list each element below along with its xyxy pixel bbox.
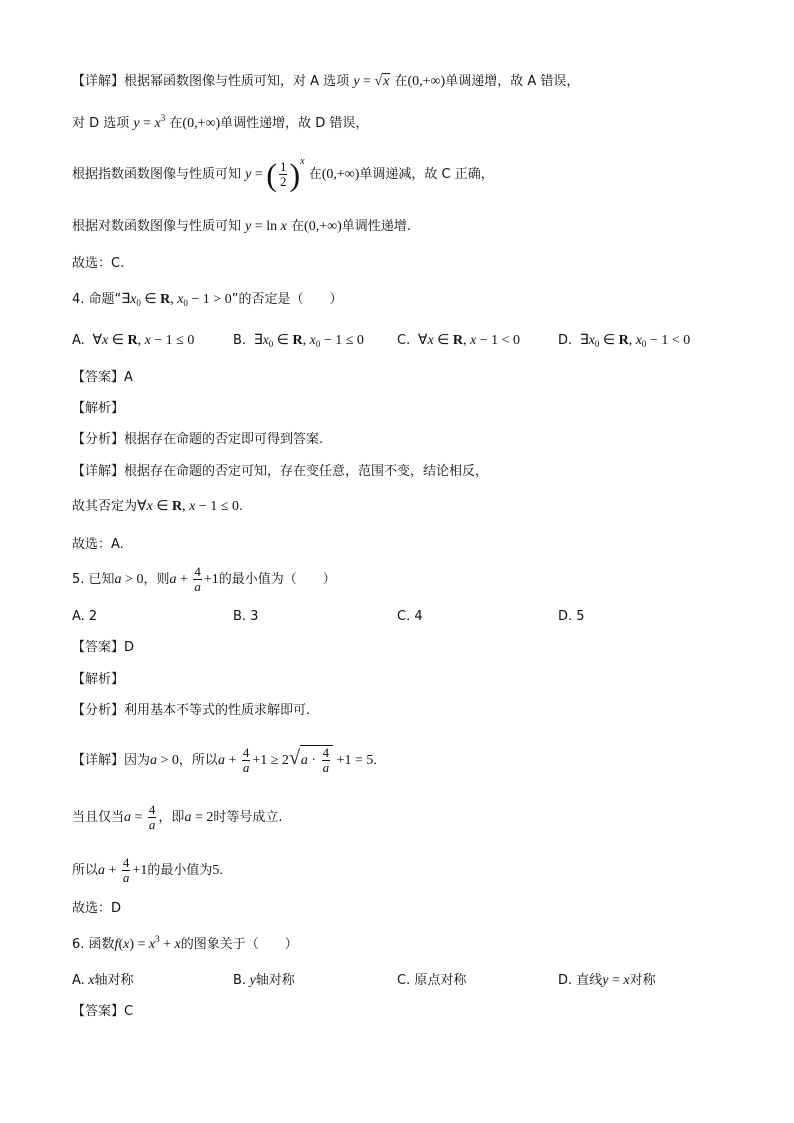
detail-line-1: 【详解】根据幂函数图像与性质可知，对 A 选项 y = √x 在(0,+∞)单调递增，故 A 错误， <box>72 74 580 89</box>
text: 的图象关于（ ） <box>180 937 298 952</box>
option-label: B. <box>233 333 247 348</box>
q5-minimum: 所以a + $\frac{4}{a}$ +1的最小值为5. <box>72 855 223 885</box>
q5-analysis-heading: 【解析】 <box>72 672 125 687</box>
q6-option-a: A. x轴对称 <box>72 973 134 988</box>
text: 在 <box>308 167 322 182</box>
question-6-stem: 6. 函数$f(x) = x^3 + x$的图象关于（ ） <box>72 934 298 952</box>
q4-option-a: A. ∀x ∈ R, x − 1 ≤ 0 <box>72 333 195 348</box>
text: 4. 命题“ <box>72 292 122 307</box>
text: ”的否定是（ ） <box>231 292 343 307</box>
q5-analysis: 【分析】利用基本不等式的性质求解即可. <box>72 703 311 718</box>
q5-answer: 【答案】D <box>72 640 135 655</box>
q4-analysis: 【分析】根据存在命题的否定即可得到答案. <box>72 432 324 447</box>
text: 对 D 选项 <box>72 116 130 131</box>
text: 轴对称 <box>255 973 295 988</box>
q5-option-b: B. 3 <box>233 609 259 624</box>
choice-line: 故选：C. <box>72 256 125 271</box>
text: 故其否定为 <box>72 499 138 514</box>
text: 5. 已知 <box>72 572 115 587</box>
option-label: B. <box>233 973 247 988</box>
q5-option-a: A. 2 <box>72 609 98 624</box>
option-label: D. <box>558 333 573 348</box>
q5-choice: 故选：D <box>72 901 122 916</box>
text: D. 直线 <box>558 973 603 988</box>
text: 的最小值为 <box>147 863 213 878</box>
q4-option-c: C. ∀x ∈ R, x − 1 < 0 <box>397 333 520 348</box>
text: 时等号成立. <box>213 810 283 825</box>
q6-option-b: B. y轴对称 <box>233 973 295 988</box>
detail-line-2: 对 D 选项 $y = x^3$ 在(0,+∞)单调性递增，故 D 错误， <box>72 113 369 131</box>
option-label: C. <box>397 333 411 348</box>
text: 根据对数函数图像与性质可知 <box>72 219 242 234</box>
text: ，则 <box>143 572 170 587</box>
q4-answer: 【答案】A <box>72 370 133 385</box>
text: 单调递增，故 A 错误， <box>445 74 580 89</box>
option-label: A. <box>72 333 85 348</box>
text: 在 <box>291 219 305 234</box>
detail-line-3: 根据指数函数图像与性质可知 y = ( $\frac{1}{2}$ )$^x$ 在(0,+∞)单调递减，故 C 正确， <box>72 156 494 193</box>
q4-option-d: D. $\exists x_0$ ∈ R, $x_0 - 1 < 0$ <box>558 333 691 349</box>
q5-option-d: D. 5 <box>558 609 585 624</box>
text: 6. 函数 <box>72 937 115 952</box>
text: 单调性递增. <box>341 219 411 234</box>
q5-equality: 当且仅当a = $\frac{4}{a}$ ，即a = 2时等号成立. <box>72 802 283 832</box>
text: 所以 <box>72 863 99 878</box>
text: 在 <box>169 116 183 131</box>
text: ，所以 <box>178 753 218 768</box>
q6-answer: 【答案】C <box>72 1004 134 1019</box>
text: 当且仅当 <box>72 810 125 825</box>
text: 的最小值为（ ） <box>218 572 336 587</box>
q5-option-c: C. 4 <box>397 609 423 624</box>
text: 在 <box>394 74 408 89</box>
q6-option-c: C. 原点对称 <box>397 973 467 988</box>
detail-line-4: 根据对数函数图像与性质可知 y = ln x 在(0,+∞)单调性递增. <box>72 219 411 234</box>
text: 轴对称 <box>94 973 134 988</box>
text: ，即 <box>158 810 185 825</box>
text: 根据指数函数图像与性质可知 <box>72 167 242 182</box>
text: 单调性递增，故 D 错误， <box>220 116 369 131</box>
q4-analysis-heading: 【解析】 <box>72 401 125 416</box>
q4-negation: 故其否定为∀x ∈ R, x − 1 ≤ 0. <box>72 499 243 514</box>
text: 对称 <box>629 973 656 988</box>
text: 【详解】因为 <box>72 753 151 768</box>
option-label: A. <box>72 973 85 988</box>
question-4-stem: 4. 命题“$\exists x_0$ ∈ R, $x_0 - 1 > 0$”的否定是（ ） <box>72 292 343 308</box>
q4-choice: 故选：A. <box>72 537 124 552</box>
question-5-stem: 5. 已知a > 0，则a + $\frac{4}{a}$ +1的最小值为（ ） <box>72 564 336 594</box>
text: 单调递减，故 C 正确， <box>359 167 494 182</box>
text: 【详解】根据幂函数图像与性质可知，对 A 选项 <box>72 74 350 89</box>
q4-option-b: B. $\exists x_0$ ∈ R, $x_0 - 1 \le 0$ <box>233 333 364 349</box>
q5-detail: 【详解】因为a > 0，所以a + $\frac{4}{a}$ +1 ≥ 2√a · $\frac{4}{a}$ +1 = 5. <box>72 745 377 775</box>
q6-option-d: D. 直线y = x对称 <box>558 973 656 988</box>
q4-detail: 【详解】根据存在命题的否定可知，存在变任意，范围不变，结论相反， <box>72 464 489 479</box>
